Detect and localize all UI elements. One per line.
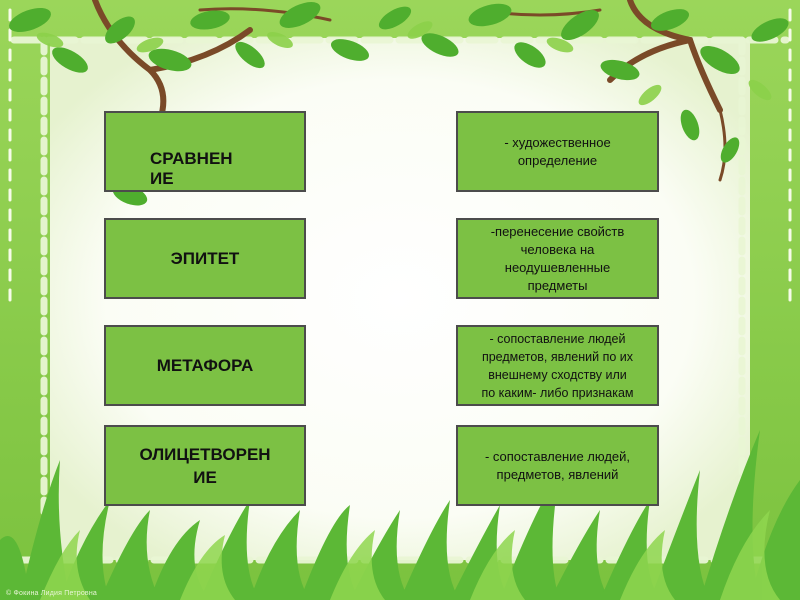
term-label: МЕТАФОРА (156, 356, 254, 375)
definition-text: - сопоставление людей предметов, явлений по их внешнему сходству или по каким- либо признакам (481, 331, 634, 400)
term-box-epithet (104, 218, 306, 299)
author-credit: © Фокина Лидия Петровна (6, 590, 97, 597)
term-box-metaphor (104, 325, 306, 406)
term-box-comparison (104, 111, 306, 192)
definition-box-2 (456, 218, 659, 299)
term-label: ОЛИЦЕТВОРЕН ИЕ (139, 445, 271, 487)
definition-box-4 (456, 425, 659, 506)
term-label: ЭПИТЕТ (170, 249, 240, 268)
definition-text: -перенесение свойств человека на неодушевленные предметы (490, 223, 625, 293)
definition-text: - художественное определение (504, 134, 611, 168)
definition-text: - сопоставление людей, предметов, явлений (484, 448, 631, 482)
definition-box-1 (456, 111, 659, 192)
definition-box-3 (456, 325, 659, 406)
term-label: СРАВНЕН ИЕ (150, 149, 233, 188)
term-box-personification (104, 425, 306, 506)
